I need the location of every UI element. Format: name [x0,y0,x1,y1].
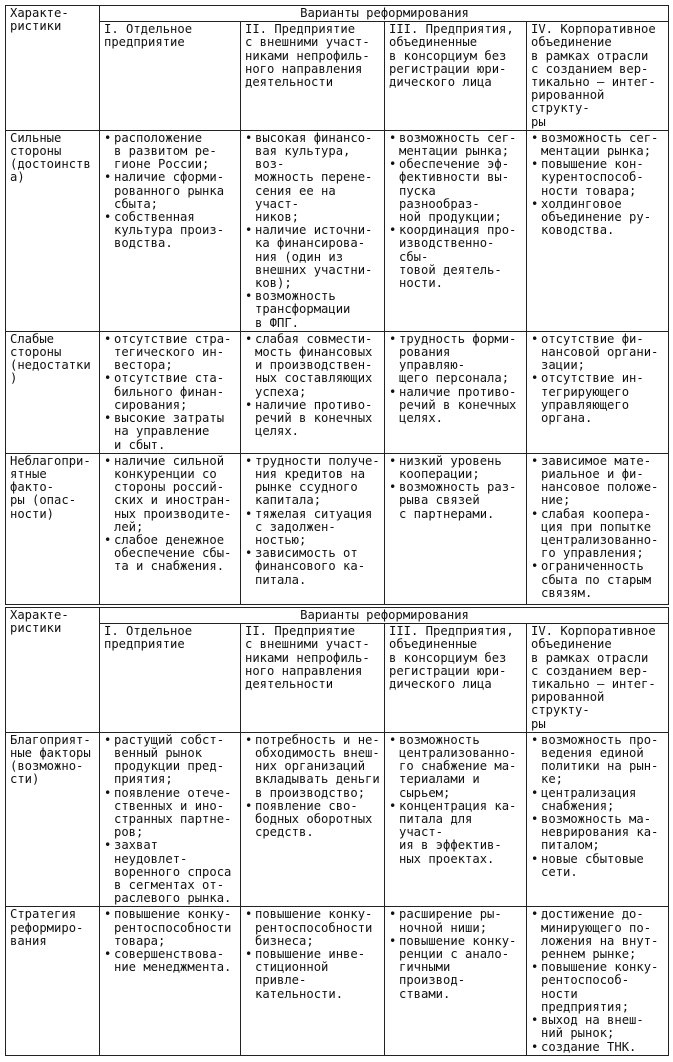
variant-header: I. Отдельное предприятие [100,22,241,131]
list-item: • повышение инве- стиционной привле- кательности. [245,948,381,1001]
list-item: • расположение в развитом ре- гионе России; [104,132,237,172]
table-row [6,331,669,453]
table-row [6,907,669,1055]
variant-cell [527,907,669,1055]
list-item: • наличие противо- речий в конечных целях. [245,399,381,439]
variant-header: II. Предприятие с внешними участ- никами непрофиль- ного направления деятельности [241,22,385,131]
comparison-table-part-2 [5,607,669,1056]
bullet-list [389,455,523,521]
row-label: Сильные стороны (достоинства) [6,130,100,331]
list-item: • захват неудовлет- воренного спроса в сегментах от- раслевого рынка. [104,839,237,905]
list-item: • возможность про- ведения единой политики на рын- ке; [531,734,665,787]
list-item: • появление сво- бодных оборотных средств. [245,800,381,840]
variant-cell [385,453,527,604]
list-item: • концентрация ка- питала для участ- ия в эффектив- ных проектах. [389,800,523,866]
comparison-table-part-1 [5,5,669,605]
list-item: • повышение конку- рентоспособности товара; [104,908,237,948]
bullet-list [104,132,237,251]
bullet-list [104,333,237,452]
table-row [6,453,669,604]
bullet-list [531,734,665,879]
variant-cell [527,732,669,907]
variant-cell [100,732,241,907]
list-item: • растущий собст- венный рынок продукции пред- приятия; [104,734,237,787]
variant-cell [100,453,241,604]
variant-header: III. Предприятия, объединенные в консорциум без регистрации юри- дического лица [385,22,527,131]
list-item: • наличие источни- ка финансирова- ния (один из внешних участни- ков); [245,224,381,290]
bullet-list [389,132,523,290]
list-item: • повышение кон- курентоспособ- ности товара; [531,158,665,198]
list-item: • ограниченность сбыта по старым связям. [531,560,665,600]
bullet-list [245,132,381,330]
list-item: • возможность сег- ментации рынка; [531,132,665,158]
variant-cell [385,732,527,907]
bullet-list [531,132,665,238]
bullet-list [245,333,381,439]
variant-cell [385,130,527,331]
variant-cell [100,130,241,331]
variant-cell [527,130,669,331]
variant-cell [241,331,385,453]
variant-header: IV. Корпоративное объединение в рамках отрасли с созданием вер- тикально – интег- рированной структу- ры [527,624,669,733]
variant-cell [100,907,241,1055]
list-item: • повышение конку- рентоспособности бизнеса; [245,908,381,948]
list-item: • появление отече- ственных и ино- странных партне- ров; [104,787,237,840]
list-item: • возможность сег- ментации рынка; [389,132,523,158]
list-item: • наличие сильной конкуренции со стороны россий- ских и иностран- ных производите- лей; [104,455,237,534]
list-item: • слабое денежное обеспечение сбы- та и снабжения. [104,534,237,574]
list-item: • достижение до- минирующего по- ложения на внут- реннем рынке; [531,908,665,961]
list-item: • возможность ма- неврирования ка- питалом; [531,813,665,853]
list-item: • возможность раз- рыва связей с партнерами. [389,481,523,521]
bullet-list [104,908,237,974]
list-item: • повышение конку- ренции с анало- гичными производ- ствами. [389,935,523,1001]
row-label: Слабые стороны (недостатки) [6,331,100,453]
list-item: • повышение конку- рентоспособ- ности предприятия; [531,961,665,1014]
list-item: • совершенствова- ние менеджмента. [104,948,237,974]
list-item: • возможность централизованно- го снабжение ма- териалами и сырьем; [389,734,523,800]
list-item: • собственная культура произ- водства. [104,211,237,251]
list-item: • зависимое мате- риальное и фи- нансовое положе- ние; [531,455,665,508]
bullet-list [245,455,381,587]
list-item: • потребность и не- обходимость внеш- них организаций вкладывать деньги в производство; [245,734,381,800]
bullet-list [531,333,665,425]
list-item: • отсутствие стра- тегического ин- вестора; [104,333,237,373]
variant-cell [241,130,385,331]
list-item: • высокая финансо- вая культура, воз- можность перене- сения ее на участ- ников; [245,132,381,224]
list-item: • трудности получе- ния кредитов на рынке ссудного капитала; [245,455,381,508]
bullet-list [389,333,523,425]
bullet-list [245,908,381,1000]
variant-cell [100,331,241,453]
row-label: Неблагопри- ятные факто- ры (опас- ности) [6,453,100,604]
bullet-list [104,455,237,574]
row-label: Благоприят- ные факторы (возможно- сти) [6,732,100,907]
bullet-list [389,734,523,866]
variant-header: IV. Корпоративное объединение в рамках отрасли с созданием вер- тикально – интег- рированной структу- ры [527,22,669,131]
variant-cell [241,453,385,604]
list-item: • низкий уровень кооперации; [389,455,523,481]
table-row [6,732,669,907]
bullet-list [531,908,665,1053]
corner-header: Характе- ристики [6,6,100,131]
list-item: • трудность форми- рования управляю- щего персонала; [389,333,523,386]
variant-header: I. Отдельное предприятие [100,624,241,733]
list-item: • новые сбытовые сети. [531,853,665,879]
table-row [6,130,669,331]
list-item: • слабая совмести- мость финансовых и производствен- ных составляющих успеха; [245,333,381,399]
list-item: • создание ТНК. [531,1041,665,1054]
list-item: • тяжелая ситуация с задолжен- ностью; [245,508,381,548]
list-item: • координация про- изводственно-сбы- товой деятель- ности. [389,224,523,290]
list-item: • наличие противо- речий в конечных целях. [389,386,523,426]
list-item: • выход на внеш- ний рынок; [531,1014,665,1040]
list-item: • зависимость от финансового ка- питала. [245,547,381,587]
bullet-list [245,734,381,840]
corner-header: Характе- ристики [6,608,100,733]
list-item: • возможность трансформации в ФПГ. [245,290,381,330]
variants-title: Варианты реформирования [100,608,669,624]
row-label: Стратегия реформиро- вания [6,907,100,1055]
bullet-list [531,455,665,600]
list-item: • обеспечение эф- фективности вы- пуска разнообраз- ной продукции; [389,158,523,224]
list-item: • расширение ры- ночной ниши; [389,908,523,934]
variant-cell [385,331,527,453]
variant-cell [385,907,527,1055]
list-item: • централизация снабжения; [531,787,665,813]
list-item: • отсутствие ста- бильного финан- сирования; [104,372,237,412]
variant-cell [527,331,669,453]
list-item: • отсутствие ин- тегрирующего управляющего органа. [531,372,665,425]
bullet-list [104,734,237,906]
variant-header: III. Предприятия, объединенные в консорциум без регистрации юри- дического лица [385,624,527,733]
variants-title: Варианты реформирования [100,6,669,22]
list-item: • слабая коопера- ция при попытке централизованно- го управления; [531,508,665,561]
bullet-list [389,908,523,1000]
variant-cell [241,732,385,907]
list-item: • наличие сформи- рованного рынка сбыта; [104,171,237,211]
variant-header: II. Предприятие с внешними участ- никами непрофиль- ного направления деятельности [241,624,385,733]
variant-cell [527,453,669,604]
list-item: • отсутствие фи- нансовой органи- зации; [531,333,665,373]
list-item: • холдинговое объединение ру- ководства. [531,198,665,238]
variant-cell [241,907,385,1055]
list-item: • высокие затраты на управление и сбыт. [104,412,237,452]
